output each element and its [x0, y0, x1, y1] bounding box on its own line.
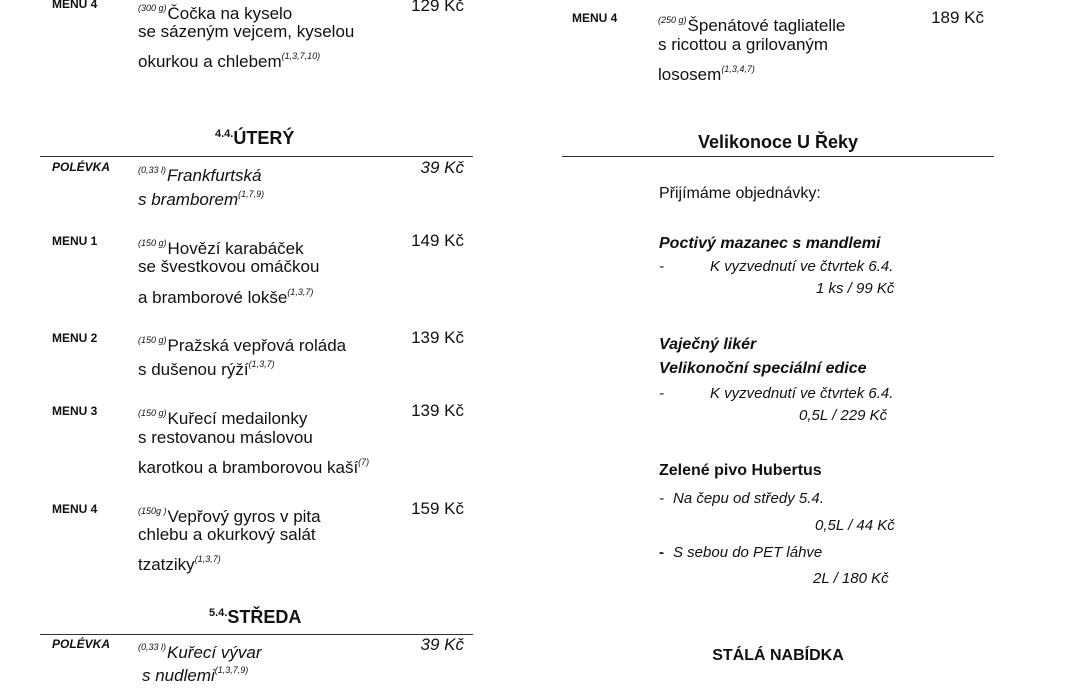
list-dash: - — [659, 490, 664, 507]
dish-weight: (150 g) — [138, 238, 167, 248]
dish-line-text: a bramborové lokše — [138, 288, 288, 307]
menu-label: POLÉVKA — [52, 637, 111, 651]
dish-line — [658, 57, 755, 87]
dish-line: se švestkovou omáčkou — [138, 257, 320, 276]
menu-label: MENU 4 — [572, 11, 618, 25]
dish-weight: (0,33 l) — [138, 642, 167, 652]
dish-line-text: tzatziky — [138, 555, 195, 574]
dish-weight: (150 g) — [138, 335, 167, 345]
easter-title: Velikonoce U Řeky — [697, 132, 859, 152]
dish-line: Frankfurtská — [167, 166, 262, 185]
list-dash: - — [659, 544, 664, 561]
day-heading-tuesday — [215, 128, 294, 149]
menu-label: MENU 4 — [52, 0, 98, 11]
dish-price: 129 Kč — [411, 0, 464, 15]
day-date: 4.4. — [215, 128, 234, 140]
dish-price: 139 Kč — [411, 401, 464, 420]
dish-line-text: karotkou a bramborovou kaší — [138, 458, 359, 477]
dish-price: 159 Kč — [411, 499, 464, 518]
beer-price-1: 0,5L / 44 Kč — [815, 517, 895, 534]
dish-weight: (250 g) — [658, 15, 687, 25]
mazanec-title: Poctivý mazanec s mandlemi — [659, 235, 881, 252]
dish-line-text: lososem — [658, 65, 722, 84]
dish-weight: (0,33 l) — [138, 165, 167, 175]
standing-offer-heading: STÁLÁ NABÍDKA — [712, 647, 844, 664]
menu-label: MENU 4 — [52, 502, 98, 516]
menu-label: POLÉVKA — [52, 160, 111, 174]
dish-price: 39 Kč — [420, 158, 464, 177]
easter-intro: Přijímáme objednávky: — [659, 185, 821, 202]
day-name: ÚTERÝ — [233, 128, 295, 148]
dish-line — [138, 352, 275, 382]
dish-line: Kuřecí medailonky — [167, 409, 308, 428]
beer-note-1: Na čepu od středy 5.4. — [673, 490, 824, 507]
dish-price: 149 Kč — [411, 231, 464, 250]
liker-title: Vaječný likér — [659, 336, 757, 353]
divider — [40, 156, 473, 157]
dish-price: 139 Kč — [411, 328, 464, 347]
liker-subtitle: Velikonoční speciální edice — [659, 360, 867, 377]
beer-note-2: S sebou do PET láhve — [673, 544, 823, 561]
dish-line-text: okurkou a chlebem — [138, 52, 282, 71]
dish-line: Kuřecí vývar — [167, 643, 262, 662]
mazanec-note: K vyzvednutí ve čtvrtek 6.4. — [710, 258, 894, 275]
allergens: (1,3,7,9) — [214, 665, 249, 675]
dish-price: 189 Kč — [931, 8, 984, 27]
allergens: (7) — [358, 457, 370, 467]
dish-line: Vepřový gyros v pita — [167, 507, 321, 526]
allergens: (1,3,4,7) — [721, 64, 755, 74]
dish-line: Pražská vepřová roláda — [167, 336, 347, 355]
dish-weight: (150 g) — [138, 408, 167, 418]
allergens: (1,3,7) — [248, 359, 275, 369]
liker-price: 0,5L / 229 Kč — [799, 407, 888, 424]
day-date: 5.4. — [209, 607, 228, 619]
dish-weight: (150g ) — [138, 506, 167, 516]
list-dash: - — [659, 258, 664, 275]
menu-label: MENU 3 — [52, 404, 98, 418]
dish-line: Špenátové tagliatelle — [687, 16, 846, 35]
list-dash: - — [659, 385, 664, 402]
dish-line — [138, 280, 313, 310]
allergens: (1,3,7) — [287, 287, 314, 297]
beer-title: Zelené pivo Hubertus — [659, 462, 822, 479]
dish-weight: (300 g) — [138, 3, 167, 13]
divider — [562, 156, 994, 157]
menu-label: MENU 1 — [52, 234, 98, 248]
dish-line: se sázeným vejcem, kyselou — [138, 22, 355, 41]
day-heading-wednesday — [209, 607, 301, 628]
dish-line-text: s dušenou rýží — [138, 360, 249, 379]
dish-line: Čočka na kyselo — [167, 4, 293, 23]
beer-price-2: 2L / 180 Kč — [813, 570, 889, 587]
dish-line — [138, 547, 221, 577]
dish-line: Hovězí karabáček — [167, 239, 304, 258]
dish-line: s restovanou máslovou — [138, 428, 313, 447]
mazanec-price: 1 ks / 99 Kč — [816, 280, 895, 297]
dish-line — [142, 658, 248, 688]
allergens: (1,3,7,10) — [281, 51, 321, 61]
menu-label: MENU 2 — [52, 331, 98, 345]
day-name: STŘEDA — [227, 607, 302, 627]
liker-note: K vyzvednutí ve čtvrtek 6.4. — [710, 385, 894, 402]
dish-line — [138, 44, 320, 74]
dish-price: 39 Kč — [420, 635, 464, 654]
dish-line — [138, 450, 369, 480]
dish-line-text: s nudlemi — [142, 666, 215, 685]
dish-line: s ricottou a grilovaným — [658, 35, 829, 54]
dish-line — [138, 182, 264, 212]
allergens: (1,3,7) — [194, 554, 221, 564]
dish-line: chlebu a okurkový salát — [138, 525, 316, 544]
allergens: (1,7,9) — [238, 189, 265, 199]
dish-line-text: s bramborem — [138, 190, 239, 209]
